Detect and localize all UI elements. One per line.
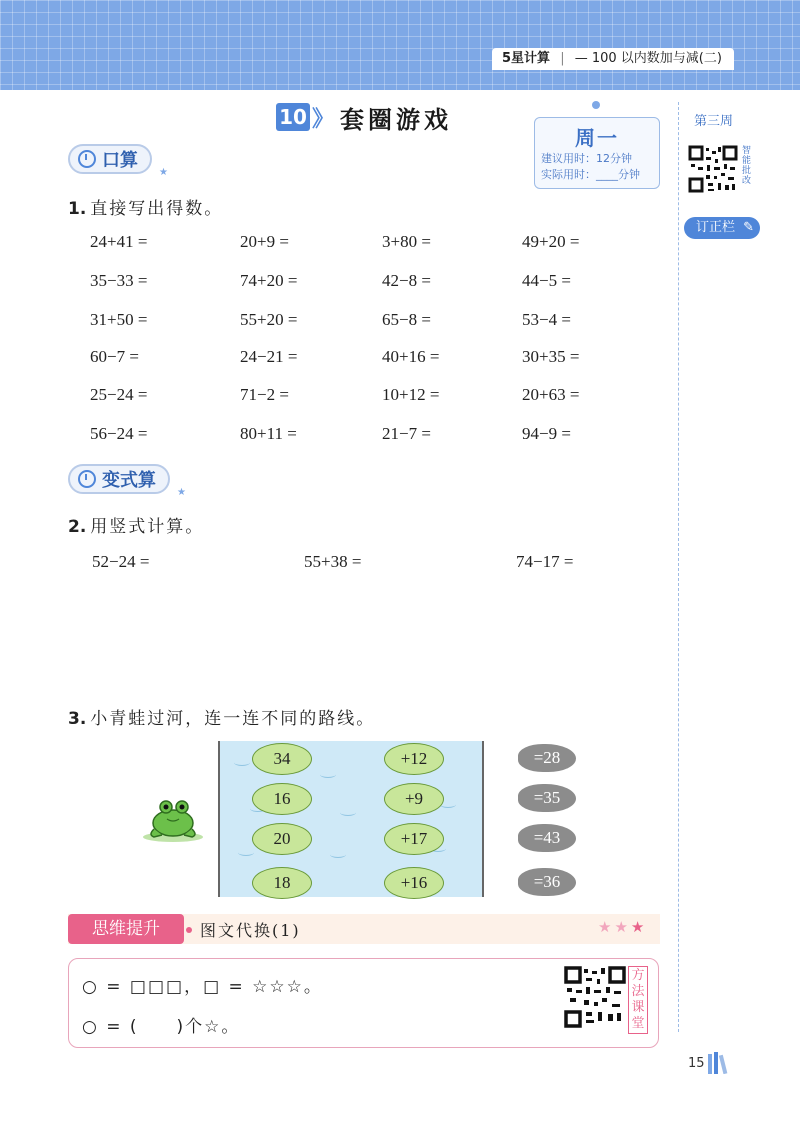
- week-label: 第三周: [694, 114, 734, 129]
- lily-pad[interactable]: 18: [252, 867, 312, 899]
- stone[interactable]: =36: [518, 868, 576, 896]
- q1-prompt: [68, 194, 223, 219]
- q1-equation: 30+35 =: [522, 347, 580, 366]
- lily-pad[interactable]: 20: [252, 823, 312, 855]
- star-icon: ★: [598, 918, 615, 936]
- qr-caption: 智能批改: [742, 146, 752, 186]
- q2-item: 74−17 =: [516, 552, 574, 571]
- top-banner: [0, 0, 800, 90]
- q1-text: 直接写出得数。: [90, 199, 224, 219]
- q1-equation: 49+20 =: [522, 232, 580, 251]
- lesson-number: 10: [276, 103, 310, 131]
- star-icon: ★: [159, 167, 168, 178]
- stone[interactable]: =35: [518, 784, 576, 812]
- q1-equation: 80+11 =: [240, 424, 297, 443]
- pin-icon: [592, 101, 600, 109]
- q2-item: 52−24 =: [92, 552, 150, 571]
- lily-pad[interactable]: +9: [384, 783, 444, 815]
- stone[interactable]: =43: [518, 824, 576, 852]
- unit-title: — 100 以内数加与减(二): [574, 51, 722, 66]
- star-icon: ★: [614, 918, 631, 936]
- q1-equation: 40+16 =: [382, 347, 440, 366]
- section-oral-label: 口算: [102, 150, 138, 171]
- section-variant-tag: [68, 464, 186, 498]
- lesson-name: 套圈游戏: [340, 105, 453, 134]
- q1-number: 1.: [68, 199, 87, 219]
- star-icon: ★: [177, 487, 186, 498]
- lily-pad[interactable]: +16: [384, 867, 444, 899]
- method-char: 堂: [631, 1016, 645, 1031]
- header-separator: |: [560, 51, 565, 66]
- correction-column-badge: [684, 217, 760, 239]
- correction-label: 订正栏: [696, 220, 736, 235]
- stopwatch-icon: [78, 150, 96, 168]
- difficulty-stars: [598, 918, 647, 936]
- q1-equation: 31+50 =: [90, 310, 148, 329]
- method-char: 课: [631, 1000, 645, 1015]
- section-oral-tag: [68, 144, 168, 178]
- books-icon: [706, 1052, 736, 1074]
- q1-equation: 44−5 =: [522, 271, 571, 290]
- river: [218, 741, 484, 897]
- q1-equation: 21−7 =: [382, 424, 431, 443]
- q1-equation: 24−21 =: [240, 347, 298, 366]
- q1-equation: 65−8 =: [382, 310, 431, 329]
- qr-code-icon[interactable]: [564, 966, 626, 1028]
- q1-equation: 24+41 =: [90, 232, 148, 251]
- actual-time: 实际用时：____分钟: [541, 168, 640, 181]
- q2-prompt: [68, 512, 204, 537]
- day-name: 周一: [575, 126, 619, 150]
- title-chevron: 》: [312, 106, 335, 132]
- frog-illustration: [140, 795, 206, 843]
- q1-equation: 10+12 =: [382, 385, 440, 404]
- method-char: 方: [631, 968, 645, 983]
- q2-item: 55+38 =: [304, 552, 362, 571]
- q2-number: 2.: [68, 517, 87, 537]
- thinking-tag: 思维提升: [68, 914, 184, 944]
- q1-equation: 71−2 =: [240, 385, 289, 404]
- sidebar-divider: [678, 102, 679, 1032]
- day-card: [534, 117, 660, 189]
- lesson-title: [276, 102, 452, 132]
- q1-equation: 94−9 =: [522, 424, 571, 443]
- q1-equation: 3+80 =: [382, 232, 431, 251]
- q1-equation: 74+20 =: [240, 271, 298, 290]
- q2-text: 用竖式计算。: [90, 517, 205, 537]
- q3-prompt: [68, 704, 375, 729]
- q3-text: 小青蛙过河，连一连不同的路线。: [90, 709, 376, 729]
- q3-number: 3.: [68, 709, 87, 729]
- lily-pad[interactable]: +12: [384, 743, 444, 775]
- thinking-line-2[interactable]: ○ = ( )个☆。: [82, 1017, 241, 1037]
- lily-pad[interactable]: 16: [252, 783, 312, 815]
- q1-equation: 55+20 =: [240, 310, 298, 329]
- thinking-line-1: ○ = □□□，□ = ☆☆☆。: [82, 977, 323, 997]
- suggested-time: 建议用时：12分钟: [541, 152, 632, 165]
- series-name: 5星计算: [502, 51, 551, 66]
- method-char: 法: [631, 984, 645, 999]
- section-variant-label: 变式算: [102, 470, 156, 491]
- q1-equation: 25−24 =: [90, 385, 148, 404]
- q1-equation: 35−33 =: [90, 271, 148, 290]
- q1-equation: 53−4 =: [522, 310, 571, 329]
- q1-equation: 20+63 =: [522, 385, 580, 404]
- qr-code-icon[interactable]: [688, 145, 738, 193]
- star-icon: ★: [630, 918, 648, 936]
- thinking-title: 图文代换(1): [200, 921, 301, 940]
- q1-equation: 42−8 =: [382, 271, 431, 290]
- target-icon: [78, 470, 96, 488]
- connector-dot: [186, 927, 192, 933]
- pencil-icon: ✎: [743, 220, 755, 235]
- q1-equation: 60−7 =: [90, 347, 139, 366]
- lily-pad[interactable]: 34: [252, 743, 312, 775]
- lily-pad[interactable]: +17: [384, 823, 444, 855]
- q1-equation: 20+9 =: [240, 232, 289, 251]
- method-class-label: [628, 966, 648, 1034]
- stone[interactable]: =28: [518, 744, 576, 772]
- q1-equation: 56−24 =: [90, 424, 148, 443]
- header-tab: [492, 48, 734, 70]
- page-number: 15: [688, 1056, 705, 1071]
